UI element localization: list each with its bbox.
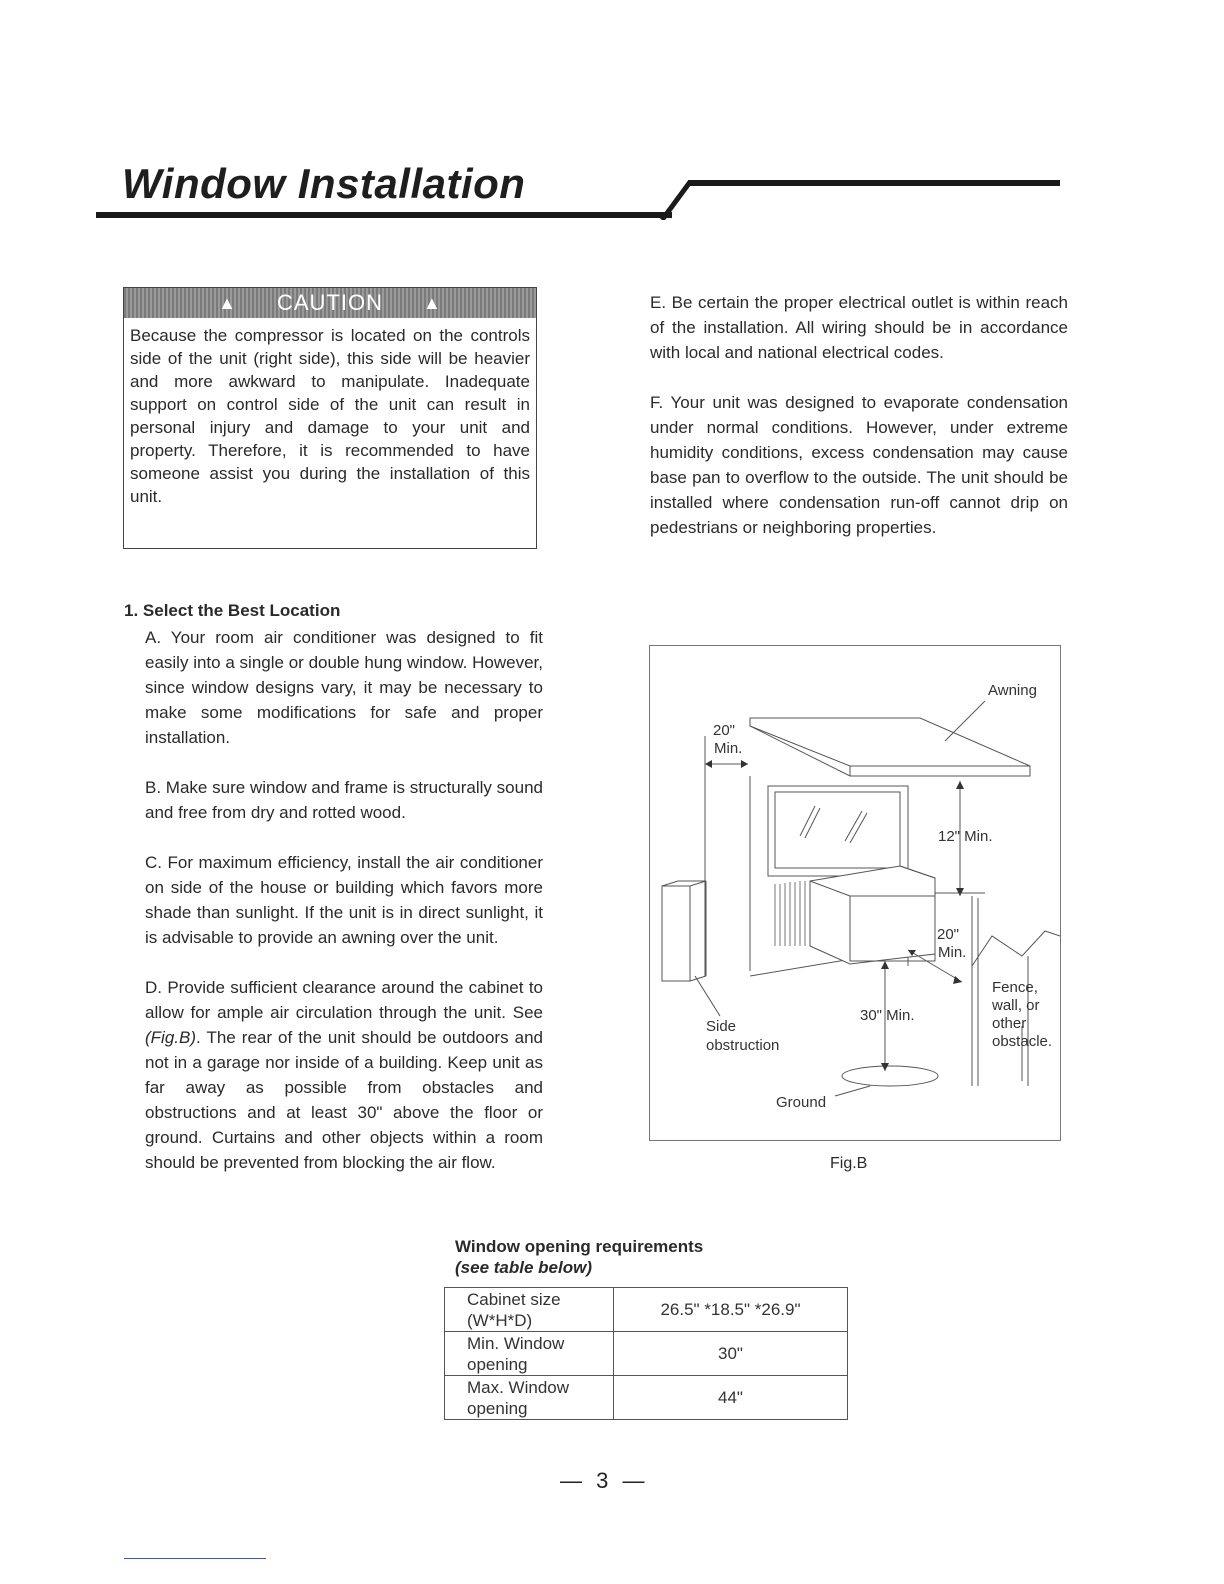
- label-side-obstruction: Side: [706, 1018, 737, 1035]
- label-side-obstruction-2: obstruction: [706, 1037, 780, 1054]
- table-row: [445, 1376, 848, 1420]
- section-body-left: [145, 625, 543, 1200]
- title-underline-left: [96, 212, 672, 218]
- table-row: [445, 1332, 848, 1376]
- label-fence-2: wall, or: [992, 997, 1040, 1014]
- window-upper-sash: [768, 786, 908, 876]
- key-line-2: (W*H*D): [467, 1310, 533, 1330]
- label-ground: Ground: [776, 1094, 827, 1111]
- table-cell-key: [445, 1376, 614, 1420]
- requirements-subtitle: (see table below): [455, 1258, 592, 1277]
- footer-line: [124, 1558, 266, 1559]
- clearance-diagram: [650, 646, 1060, 1140]
- figure-caption: Fig.B: [830, 1155, 868, 1172]
- item-d-text-cont: . The rear of the unit should be outdoors and not in a garage nor inside of a building. Keep unit as far away as possible from obstacles and obstructions and at least 30" above the floor or ground. Curtains and other objects within a room should be prevented from blocking the air flow.: [145, 1028, 543, 1172]
- side-obstruction-shape: [662, 886, 690, 981]
- page-number: — 3 —: [560, 1468, 649, 1493]
- item-b: B. Make sure window and frame is structurally sound and free from dry and rotted wood.: [145, 778, 543, 822]
- warning-icon: ▲: [423, 292, 442, 313]
- item-c: C. For maximum efficiency, install the air conditioner on side of the house or building which favors more shade than sunlight. If the unit is in direct sunlight, it is advisable to provide an awning over the unit.: [145, 853, 543, 947]
- item-d-text: D. Provide sufficient clearance around the cabinet to allow for ample air circulation through the unit. See: [145, 978, 543, 1022]
- label-awning: Awning: [988, 682, 1037, 699]
- item-e: E. Be certain the proper electrical outlet is within reach of the installation. All wiring should be in accordance with local and national electrical codes.: [650, 293, 1068, 362]
- label-side-clearance-min: Min.: [714, 740, 743, 757]
- table-cell-value: 44": [614, 1376, 848, 1420]
- title-rule-slash: [656, 180, 696, 220]
- caution-text: Because the compressor is located on the controls side of the unit (right side), this side will be heavier and more awkward to manipulate. Inadequate support on control side of the unit can result in personal injury and damage to your unit and property. Therefore, it is recommended to have someone assist you during the installation of this unit.: [130, 326, 530, 506]
- label-top-clearance: 12" Min.: [938, 828, 993, 845]
- section-body-right: [650, 290, 1068, 565]
- warning-icon: ▲: [218, 292, 237, 313]
- label-fence: Fence,: [992, 979, 1038, 996]
- figure-b: [649, 645, 1061, 1141]
- label-fence-3: other: [992, 1015, 1027, 1032]
- caution-box: [123, 287, 537, 549]
- table-cell-key: [445, 1288, 614, 1332]
- label-ground-clearance: 30" Min.: [860, 1007, 915, 1024]
- key-line-1: Min. Window: [467, 1333, 565, 1353]
- key-line-2: opening: [467, 1398, 528, 1418]
- requirements-title: Window opening requirements: [455, 1237, 704, 1256]
- air-conditioner: [810, 866, 935, 964]
- item-f: F. Your unit was designed to evaporate condensation under normal conditions. However, under extreme humidity conditions, excess condensation may cause base pan to overflow to the outside. The unit should be installed where condensation run-off cannot drip on pedestrians or neighboring properties.: [650, 393, 1068, 537]
- table-row: [445, 1288, 848, 1332]
- caution-label: CAUTION: [277, 290, 383, 315]
- item-d: [145, 975, 543, 1175]
- table-cell-key: [445, 1332, 614, 1376]
- table-cell-value: 26.5" *18.5" *26.9": [614, 1288, 848, 1332]
- ground-ellipse: [842, 1066, 938, 1086]
- key-line-2: opening: [467, 1354, 528, 1374]
- label-fence-4: obstacle.: [992, 1033, 1053, 1050]
- label-side-clearance: 20": [713, 722, 736, 739]
- item-a: A. Your room air conditioner was designed to fit easily into a single or double hung window. However, since window designs vary, it may be necessary to make some modifications for safe and proper installation.: [145, 628, 543, 747]
- label-right-clearance: 20": [937, 926, 960, 943]
- label-right-clearance-min: Min.: [938, 944, 967, 961]
- caution-header: [124, 288, 536, 318]
- key-line-1: Cabinet size: [467, 1289, 561, 1309]
- section-title: 1. Select the Best Location: [124, 601, 341, 620]
- page-title: Window Installation: [122, 160, 526, 207]
- awning-shape: [750, 718, 1030, 776]
- table-cell-value: 30": [614, 1332, 848, 1376]
- requirements-table: [444, 1287, 848, 1420]
- key-line-1: Max. Window: [467, 1377, 570, 1397]
- title-underline-right: [688, 180, 1060, 186]
- fig-reference: (Fig.B): [145, 1028, 196, 1047]
